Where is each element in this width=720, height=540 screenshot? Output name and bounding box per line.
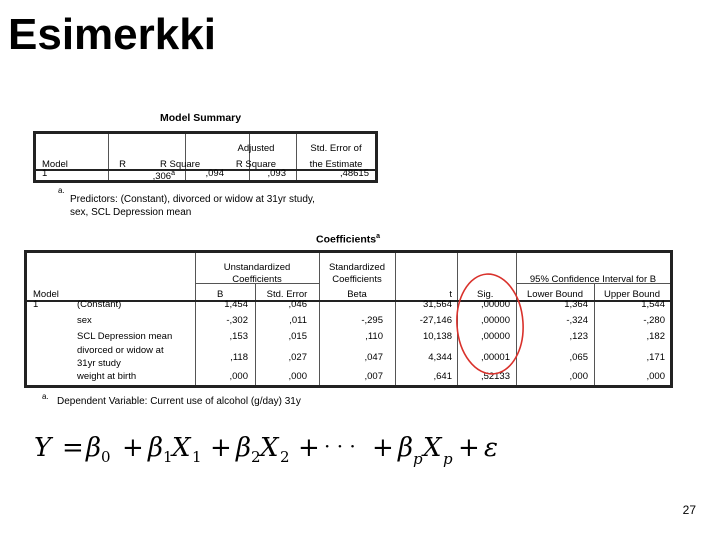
svg-text:β: β [148, 433, 164, 463]
coefficients-table [24, 250, 673, 388]
svg-text:X: X [260, 433, 279, 463]
coef-row-b: ,153 [229, 331, 248, 342]
svg-text:p: p [413, 450, 423, 468]
ms-row-stderr: ,48615 [339, 168, 369, 179]
ms-footnote-line1: Predictors: (Constant), divorced or widow at 31yr study, [70, 194, 315, 205]
coef-row-b: -,302 [226, 315, 248, 326]
svg-text:2: 2 [251, 448, 261, 466]
svg-text:1: 1 [163, 448, 173, 466]
coef-header-beta: Beta [347, 289, 367, 300]
coef-row-b: 1,454 [224, 299, 248, 310]
coef-row-lower: ,000 [569, 371, 588, 382]
svg-text:=: = [62, 433, 84, 463]
coef-header-sig: Sig. [477, 289, 494, 300]
coef-row-se: ,000 [288, 371, 307, 382]
ms-header-adjusted-1: Adjusted [237, 143, 275, 154]
coef-row-upper: ,182 [646, 331, 665, 342]
coef-row-beta: ,047 [364, 352, 383, 363]
svg-text:β: β [236, 433, 252, 463]
ms-header-adjusted-2: R Square [235, 159, 277, 170]
coef-row-upper: ,171 [646, 352, 665, 363]
coef-group-unstd-2: Coefficients [232, 274, 282, 285]
svg-text:+: + [210, 433, 232, 463]
coef-row-lower: -,324 [566, 315, 588, 326]
ms-header-r-square: R Square [160, 159, 201, 170]
svg-text:X: X [172, 433, 191, 463]
coefficients-caption: Coefficients$^a$ [316, 233, 380, 246]
coef-footnote-mark: a. [42, 392, 49, 401]
svg-text:X: X [423, 433, 442, 463]
ms-header-model: Model [42, 159, 68, 170]
coef-group-ci: 95% Confidence Interval for B [529, 274, 657, 285]
svg-text:+: + [458, 433, 480, 463]
ms-header-stderr-2: the Estimate [309, 159, 363, 170]
coef-row-t: ,641 [433, 371, 452, 382]
svg-text:0: 0 [101, 448, 111, 466]
coef-row-lower: ,065 [569, 352, 588, 363]
svg-text:ε: ε [484, 433, 498, 463]
coef-row-lower: ,123 [569, 331, 588, 342]
coef-row-beta: -,295 [361, 315, 383, 326]
coef-header-b: B [217, 289, 224, 300]
svg-text:+: + [372, 433, 394, 463]
coef-row-se: ,011 [289, 315, 307, 326]
svg-text:+: + [122, 433, 144, 463]
svg-text:β: β [86, 433, 102, 463]
coef-row-t: 4,344 [428, 352, 452, 363]
coef-row-sig: ,00000 [480, 331, 510, 342]
coef-row-b: ,000 [229, 371, 248, 382]
coef-header-stderr: Std. Error [266, 289, 308, 300]
coef-group-unstd-1: Unstandardized [223, 262, 291, 273]
coef-row-se: ,015 [288, 331, 307, 342]
coef-row-se: ,027 [288, 352, 307, 363]
svg-text:p: p [443, 450, 453, 468]
coef-group-std-2: Coefficients [332, 274, 382, 285]
coef-model-number: 1 [33, 299, 39, 310]
coef-row-upper: -,280 [643, 315, 665, 326]
slide-title: Esimerkki [8, 10, 216, 59]
coef-header-lower: Lower Bound [527, 289, 583, 300]
svg-text:Y: Y [34, 433, 52, 463]
coef-row-se: ,046 [288, 299, 307, 310]
model-summary-table [33, 131, 378, 183]
ms-row-adjusted: ,093 [267, 168, 286, 179]
coef-footnote: Dependent Variable: Current use of alcohol (g/day) 31y [57, 396, 301, 407]
svg-text:+: + [298, 433, 320, 463]
coef-header-upper: Upper Bound [604, 289, 660, 300]
svg-text:β: β [398, 433, 414, 463]
coef-row-beta: ,110 [365, 331, 383, 342]
coef-row-upper: 1,544 [641, 299, 665, 310]
sig-highlight-circle [450, 270, 530, 380]
coef-row-sig: ,00001 [480, 352, 510, 363]
svg-text:· · ·: · · · [324, 434, 356, 458]
coef-row-label: (Constant) [77, 299, 122, 310]
coef-row-sig: ,00000 [480, 299, 510, 310]
coef-row-label: weight at birth [77, 371, 137, 382]
model-summary-caption: Model Summary [160, 112, 242, 124]
ms-footnote-mark: a. [58, 186, 65, 195]
svg-text:2: 2 [280, 448, 290, 466]
coef-row-label-line2: 31yr study [77, 358, 121, 369]
ms-footnote-line2: sex, SCL Depression mean [70, 207, 192, 218]
coef-row-beta: ,007 [364, 371, 383, 382]
ms-row-r-square: ,094 [205, 168, 224, 179]
coef-row-sig: ,00000 [480, 315, 510, 326]
coef-group-std-1: Standardized [329, 262, 385, 273]
coef-row-sig: ,52133 [480, 371, 510, 382]
coef-row-b: ,118 [230, 352, 248, 363]
coef-row-upper: ,000 [646, 371, 665, 382]
coef-row-label: SCL Depression mean [77, 331, 173, 342]
coef-row-label: sex [77, 315, 92, 326]
coef-header-t: t [449, 289, 452, 300]
coef-row-lower: 1,364 [564, 299, 588, 310]
svg-text:1: 1 [192, 448, 202, 466]
ms-header-r: R [119, 159, 126, 170]
coef-row-t: 10,138 [422, 331, 452, 342]
ms-row-r: ,306$^a$ [152, 170, 175, 183]
coef-row-t: -27,146 [419, 315, 452, 326]
page-number: 27 [682, 503, 696, 517]
coef-row-label: divorced or widow at [77, 345, 164, 356]
regression-formula [34, 426, 504, 470]
ms-row-model: 1 [42, 168, 48, 179]
ms-header-stderr-1: Std. Error of [310, 143, 362, 154]
coef-row-t: 31,564 [422, 299, 452, 310]
coef-header-model: Model [33, 289, 59, 300]
